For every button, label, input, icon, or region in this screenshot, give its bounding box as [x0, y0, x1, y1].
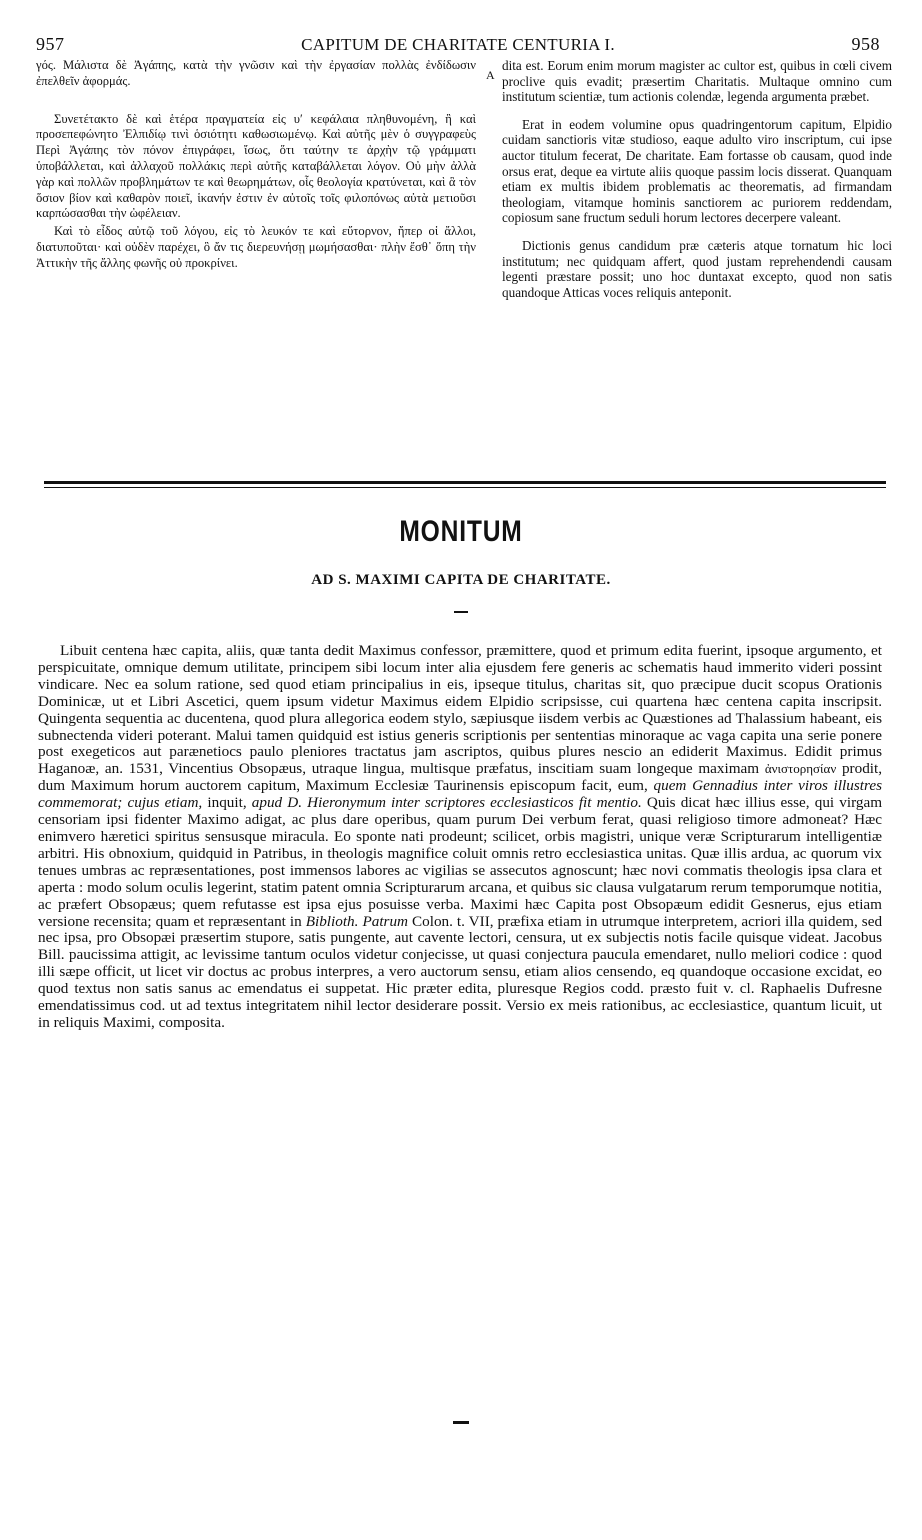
body-text-a: Libuit centena hæc capita, aliis, quæ tanta dedit Maximus confessor, præmittere, quod et primum edita fuerint, ipsoque argumento, et perspicuitate, omnique demum utilitate, principem sibi locum inter alia ejusdem fere generis ac schematis haud immerito videri possint vindicare. Nec ea solum ratione, sed quod etiam principalius in eis, ipseque titulus, charitas sit, quo præcipue ducit scopus Orationis Dominicæ, ut et Libri Ascetici, quem ipsum videtur Maximus eidem Elpidio scripsisse, cui quartena hæc centena capita inscripsit. Quingenta sequentia ac ducentena, quod plura allegorica eodem stylo, sæpiusque iisdem verbis ac Quæstiones ad Thalassium habeant, eis subnectenda videri poterant. Malui tamen quidquid est istius generis scriptionis per sententias minoraque ac vaga capita una serie ponere post exegeticos aut parænetiocs paulo pleniores tractatus jam ascriptos, quibus plures nescio an ediderit Maximus. Edidit primus Haganoæ, an. 1531, Vincentius Obsopæus, utraque lingua, multisque præfatus, inscitiam suam longeque maximam	[38, 642, 882, 778]
greek-paragraph-1: γός. Μάλιστα δὲ Ἀγάπης, κατὰ τὴν γνῶσιν καὶ τὴν ἐργασίαν πολλὰς ἐνδίδωσιν ἐπελθεῖν ἀφορμάς.	[36, 58, 476, 88]
section-divider-thin	[44, 487, 886, 488]
latin-column	[502, 58, 892, 300]
greek-column	[36, 58, 476, 272]
body-text-d: Quis dicat hæc illius esse, qui virgam censoriam ipsi fidenter Maximo adigat, ac plus dare operibus, quam purum Dei verbum ferat, quasi religioso timore admoneat? Hæc enimvero hæretici spiritus sensusque miracula. Eo sponte nati prodeunt; scilicet, orbis magistri, unique veræ Scripturarum intelligentiæ arbitri. His obnoxium, quidquid in Patribus, in theologis magnifice coluit omnis retro ecclesiastica unitas. Quæ illis ardua, ac quorum vix tenues umbras ac repræsentationes, post immensos labores ac vigilias se assecutos agnoscunt; hæc novi commatis theologis ipsa clara et aperta : modo solum oculis legerint, statim patent omnia Scripturarum arcana, et quibus sic clausa vulgatarum rerum temporumque notitia, ac præfert Obsopæus; quem refutasse est ipsa ejus posuisse verba. Maximi hæc Capita post Obsopæum edidit Gesnerus, ejus etiam versione recensita; quam et repræsentant in	[38, 794, 883, 930]
body-text-e: Colon. t. VII, præfixa etiam in utrumque interpretem, acriori illa quidem, sed nec ipsa, pro Obsopæi præsertim stupore, satis pungente, aut cavente lectori, censura, ut ex subjectis notis facile quisque videat. Jacobus Bill. paucissima attigit, ac levissime tantum oculos videtur conjecisse, ut quasi conjectura paucula emendaret, nullo meliori codice : quod illi sæpe officit, ut licet vir doctus ac probus interpres, a vero auctorum sensu, etiam alios censendo, eq quandoque occasione excidat, eo quod textus non satis sanus ac emendatus ei suppetat. Hic præter edita, pluresque Regios codd. præsto fuit v. cl. Raphaelis Dufresne emendatissimus cod. ut ad textus integritatem nihil lector desiderare possit. Versio ex meis rationibus, ac ecclesiastice, quantum licuit, ut in reliquis Maximi, composita.	[38, 912, 883, 1031]
closing-dash	[453, 1421, 469, 1424]
two-column-section	[36, 58, 892, 466]
section-divider-thick	[44, 481, 886, 484]
running-header	[36, 34, 880, 56]
page-number-left: 957	[36, 34, 65, 54]
greek-paragraph-3: Καὶ τὸ εἶδος αὐτῷ τοῦ λόγου, εἰς τὸ λευκόν τε καὶ εὔτορνον, ἤπερ οἱ ἄλλοι, διατυποῦται· καὶ οὐδὲν παρέχει, ὃ ἄν τις διερευνήσῃ μωμήσασθαι· πλὴν ἔσθ᾿ ὅπη τὴν Ἀττικὴν τῆς ἄλλης φωνῆς οὐ προκρίνει.	[36, 224, 476, 270]
body-italic-quote-1: quem Gennadius inter viros illustres commemorat; cujus etiam,	[38, 777, 883, 812]
body-italic-quote-2: apud D. Hieronymum inter scriptores ecclesiasticos fit mentio.	[251, 794, 642, 812]
heading-dash	[454, 611, 468, 613]
latin-paragraph-2: Erat in eodem volumine opus quadringentorum capitum, Elpidio cuidam sanctioris vitæ studioso, eaque adulto viro inscriptum, cui ipse auctor titulum fecerat, De charitate. Eam fortasse ob causam, quod inde orsus erat, deque ea virtute aliis quoque passim locis disserat. Quanquam etiam ex multis ibidem problematis ac theorematis, ad firmandam theologiam, vitamque hominis sanctiorem ac puriorem reddendam, copiosum sane fructum seduli horum lectores decerpere valeant.	[502, 116, 892, 226]
latin-paragraph-3: Dictionis genus candidum præ cæteris atque tornatum hic loci institutum; nec quidquam affert, quod justam reprehendendi causam legenti præstare possit; uno hoc duntaxat excepto, quod non satis quandoque Atticas voces reliquis anteponit.	[502, 237, 892, 300]
monitum-subheading: AD S. MAXIMI CAPITA DE CHARITATE.	[311, 572, 611, 588]
body-greek-word: ἀνιστορησίαν	[764, 761, 837, 777]
body-italic-citation: Biblioth. Patrum	[305, 912, 409, 930]
monitum-body	[38, 643, 882, 1032]
monitum-heading: MONITUM	[399, 515, 523, 548]
monitum-paragraph	[38, 643, 882, 1032]
margin-marker-letter: A	[486, 68, 495, 82]
running-title: CAPITUM DE CHARITATE CENTURIA I.	[301, 35, 615, 54]
page-number-right: 958	[851, 34, 880, 54]
latin-paragraph-1: dita est. Eorum enim morum magister ac cultor est, quibus in cœli civem proclive quis evadit; præsertim Charitatis. Multaque omnino cum institutum scientiæ, tum actionis colendæ, legenda argumenta præbet.	[502, 58, 892, 105]
greek-paragraph-2: Συνετέτακτο δὲ καὶ ἑτέρα πραγματεία εἰς υʹ κεφάλαια πληθυνομένη, ἣ καὶ προσεπεφώνητο Ἐλπιδίῳ τινὶ ὁσιότητι καθωσιωμένῳ. Καὶ αὐτῆς μὲν ὁ συγγραφεὺς Περὶ Ἀγάπης τὸν πόνον ἐπιγράφει, ἴσως, ὅτι ταύτην τε ἀρχὴν τῷ γράμματι ὑποβάλλεται, καὶ ἀλλαχοῦ πολλάκις περὶ αὐτῆς καταβάλλεται λόγον. Οὐ μὴν ἀλλὰ γὰρ καὶ πολλῶν προβλημάτων τε καὶ θεωρημάτων, οἷς θεολογία κρατύνεται, καὶ ἃ τὸν ὅσιον βίον καὶ καθαρὸν ποιεῖ, ἱκανήν ἐστιν ἐν αὐτοῖς τοῖς φιλοπόνως αὐτὰ μετιοῦσι καρπώσασθαι τὴν ὠφέλειαν.	[36, 111, 476, 221]
body-text-c: inquit,	[207, 794, 247, 812]
body-text-b: prodit, dum Maximum horum auctorem capitum, Maximum Ecclesiæ Taurinensis episcopum facit, eum,	[38, 760, 883, 795]
